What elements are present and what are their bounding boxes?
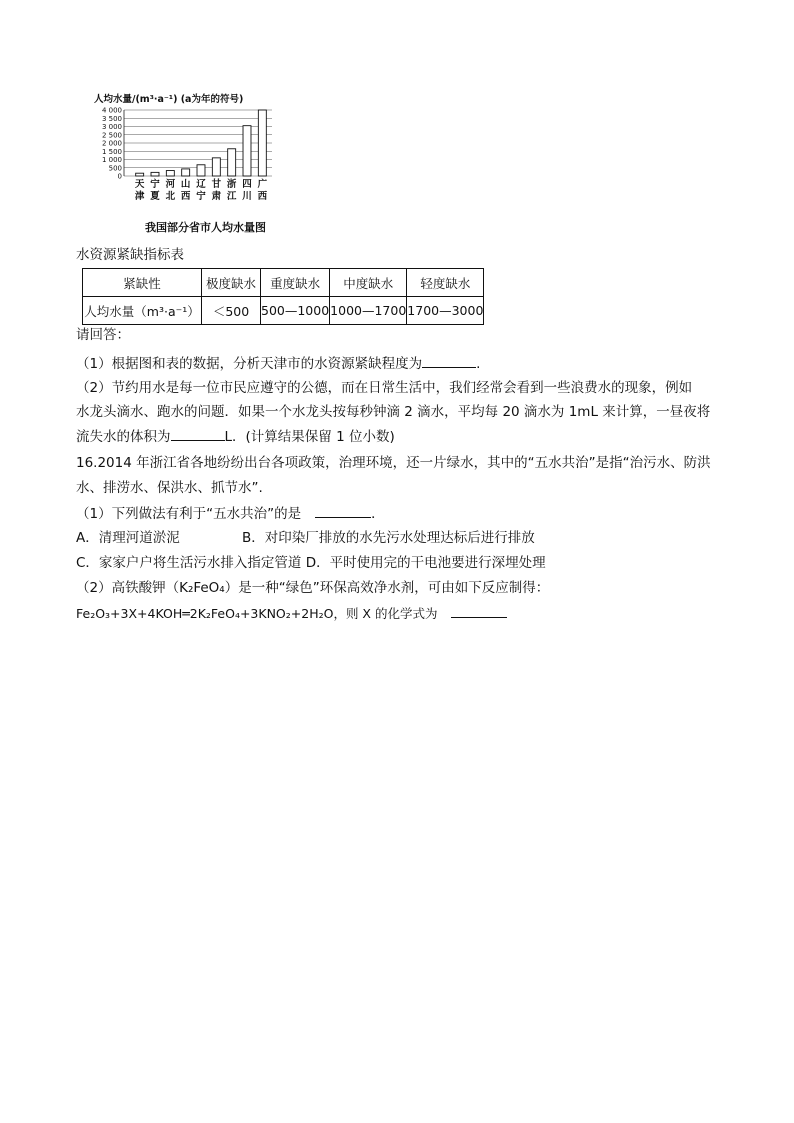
question-2-line-3	[76, 428, 395, 445]
table-cell: ＜500	[202, 297, 261, 325]
question-2-line-1: （2）节约用水是每一位市民应遵守的公德，而在日常生活中，我们经常会看到一些浪费水的现象，例如	[76, 380, 693, 396]
table-cell: 1000—1700	[330, 297, 407, 325]
sub-question-2: （2）高铁酸钾（K₂FeO₄）是一种“绿色”环保高效净水剂，可由如下反应制得：	[76, 580, 550, 596]
y-tick-label: 2 000	[101, 139, 122, 148]
x-category-label: 川	[242, 191, 252, 202]
question-1	[76, 355, 480, 372]
y-tick-label: 1 000	[101, 156, 122, 164]
water-shortage-table	[82, 268, 484, 325]
x-category-label: 山	[180, 179, 191, 190]
answer-blank[interactable]	[422, 355, 476, 368]
problem-16-line-1: 16.2014 年浙江省各地纷纷出台各项政策，治理环境，还一片绿水，其中的“五水共治”是指“治污水、防洪	[76, 455, 711, 471]
options-c-d: C．家家户户将生活污水排入指定管道 D．平时使用完的干电池要进行深埋处理	[76, 555, 546, 571]
table-header-cell: 紧缺性	[83, 269, 202, 297]
bar	[258, 110, 266, 176]
x-category-label: 广	[257, 179, 268, 190]
x-category-label: 江	[226, 191, 237, 202]
table-cell: 1700—3000	[407, 297, 484, 325]
table-cell: 人均水量（m³·a⁻¹）	[83, 297, 202, 325]
x-category-label: 天	[134, 179, 145, 190]
problem-16-line-2: 水、排涝水、保洪水、抓节水”.	[76, 480, 263, 496]
question-2-end: L．(计算结果保留 1 位小数)	[224, 429, 395, 445]
question-2-line-2: 水龙头滴水、跑水的问题．如果一个水龙头按每秒钟滴 2 滴水，平均每 20 滴水为 1mL 来计算，一昼夜将	[76, 404, 711, 420]
x-category-label: 津	[134, 191, 145, 202]
option-a: A．清理河道淤泥	[76, 530, 180, 546]
table-header-cell: 重度缺水	[261, 269, 330, 297]
question-1-text: （1）根据图和表的数据，分析天津市的水资源紧缺程度为	[76, 356, 423, 372]
bar	[136, 173, 144, 176]
bar	[151, 172, 159, 176]
equation-line	[76, 605, 507, 622]
y-tick-label: 0	[117, 172, 122, 181]
y-tick-label: 500	[108, 164, 122, 173]
chart-ylabel: 人均水量/(m³·a⁻¹) (a为年的符号)	[94, 94, 244, 105]
chart-title: 我国部分省市人均水量图	[145, 221, 266, 234]
answer-blank[interactable]	[315, 505, 371, 518]
x-category-label: 河	[165, 179, 176, 190]
x-category-label: 四	[242, 179, 252, 190]
equation-text: Fe₂O₃+3X+4KOH═2K₂FeO₄+3KNO₂+2H₂O，则 X 的化学式为	[76, 606, 438, 621]
bar	[228, 149, 236, 176]
x-category-label: 肃	[211, 191, 222, 202]
answer-blank[interactable]	[171, 428, 225, 441]
prompt-line: 请回答：	[76, 327, 130, 343]
x-category-label: 夏	[150, 191, 160, 202]
bar	[182, 169, 190, 176]
sub-question-1-text: （1）下列做法有利于“五水共治”的是	[76, 506, 302, 522]
question-1-end: .	[476, 356, 481, 372]
x-category-label: 浙	[226, 179, 237, 190]
bar	[243, 126, 251, 176]
x-category-label: 甘	[211, 179, 222, 190]
table-header-cell: 中度缺水	[330, 269, 407, 297]
sub-question-1	[76, 505, 385, 522]
answer-blank[interactable]	[451, 605, 507, 618]
y-tick-label: 4 000	[101, 106, 122, 115]
table-title: 水资源紧缺指标表	[76, 247, 184, 263]
bar	[166, 171, 174, 176]
option-b: B．对印染厂排放的水先污水处理达标后进行排放	[242, 530, 535, 546]
table-header-cell: 极度缺水	[202, 269, 261, 297]
x-category-label: 西	[257, 191, 268, 202]
question-2-text: 流失水的体积为	[76, 429, 171, 445]
bar	[197, 165, 205, 176]
bar	[212, 158, 220, 176]
x-category-label: 西	[180, 191, 191, 202]
y-tick-label: 1 500	[101, 147, 122, 156]
table-row	[83, 297, 484, 325]
x-category-label: 辽	[196, 179, 206, 190]
table-header-cell: 轻度缺水	[407, 269, 484, 297]
sub-question-1-end: ．	[371, 506, 385, 522]
x-category-label: 宁	[150, 179, 160, 190]
y-tick-label: 3 000	[101, 123, 122, 131]
table-cell: 500—1000	[261, 297, 330, 325]
x-category-label: 宁	[196, 191, 206, 202]
water-per-capita-chart	[88, 88, 320, 236]
y-tick-label: 3 500	[101, 114, 122, 123]
table-header-row	[83, 269, 484, 297]
y-tick-label: 2 500	[101, 131, 122, 140]
x-category-label: 北	[165, 191, 176, 202]
